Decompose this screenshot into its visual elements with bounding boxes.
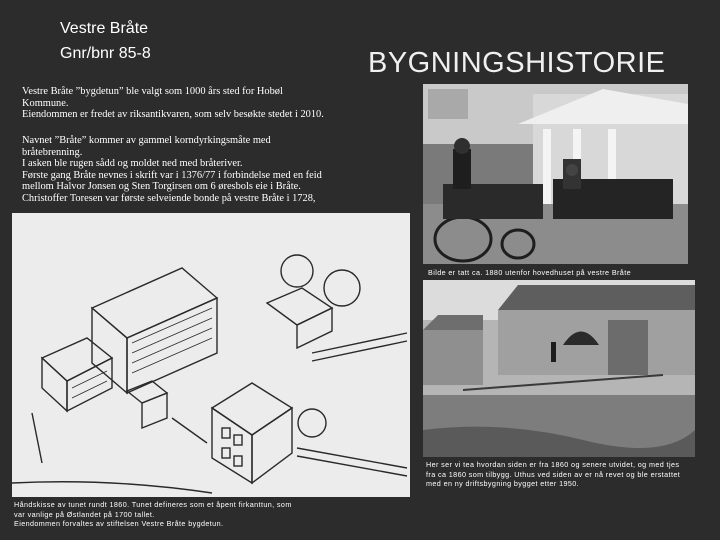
intro-line: Eiendommen er fredet av riksantikvaren, som selv besøkte stedet i 2010. [22, 109, 324, 121]
title-line-2: Gnr/bnr 85-8 [60, 45, 151, 62]
photo2-caption-line: Her ser vi tea hvordan siden er fra 1860 og senere utvidet, og med tjes [426, 460, 680, 469]
sketch-caption [14, 500, 404, 529]
history-line: Første gang Bråte nevnes i skrift var i 1376/77 i forbindelse med en feid [22, 169, 322, 181]
title-line-1: Vestre Bråte [60, 20, 149, 37]
history-line: bråtebrenning. [22, 146, 83, 158]
sketch-caption-line: Håndskisse av tunet rundt 1860. Tunet defineres som et åpent firkanttun, som [14, 500, 292, 509]
history-line: Christoffer Toresen var første selveiende bonde på vestre Bråte i 1728, [22, 192, 316, 204]
history-line: I asken ble rugen sådd og moldet ned med bråteriver. [22, 158, 243, 170]
section-heading: BYGNINGSHISTORIE [368, 47, 666, 79]
farmstead-sketch [12, 213, 410, 497]
sketch-caption-line: var vanlige på Østlandet på 1700 tallet. [14, 509, 155, 519]
photo-farm-buildings [423, 280, 695, 457]
photo2-caption-line: fra ca 1860 som tilbygg. Uthus ved siden av er nå revet og ble erstattet [426, 469, 681, 479]
sketch-caption-line: Eiendommen forvaltes av stiftelsen Vestre Bråte bygdetun. [14, 519, 224, 529]
photo2-caption [426, 460, 706, 489]
photo1-caption: Bilde er tatt ca. 1880 utenfor hovedhuset på vestre Bråte [428, 268, 631, 277]
photo-carriage-main-house [423, 84, 688, 264]
history-line: mellom Halvor Jonsen og Sten Torgirsen om 6 øresbols eie i Bråte. [22, 181, 301, 193]
history-text [22, 135, 334, 211]
history-line: Navnet ”Bråte” kommer av gammel korndyrkingsmåte med [22, 135, 271, 146]
intro-line: Kommune. [22, 97, 69, 109]
intro-text [22, 86, 334, 121]
intro-line: Vestre Bråte ”bygdetun” ble valgt som 1000 års sted for Hobøl [22, 86, 283, 97]
photo2-caption-line: med en ny driftsbygning bygget etter 1950. [426, 479, 580, 489]
